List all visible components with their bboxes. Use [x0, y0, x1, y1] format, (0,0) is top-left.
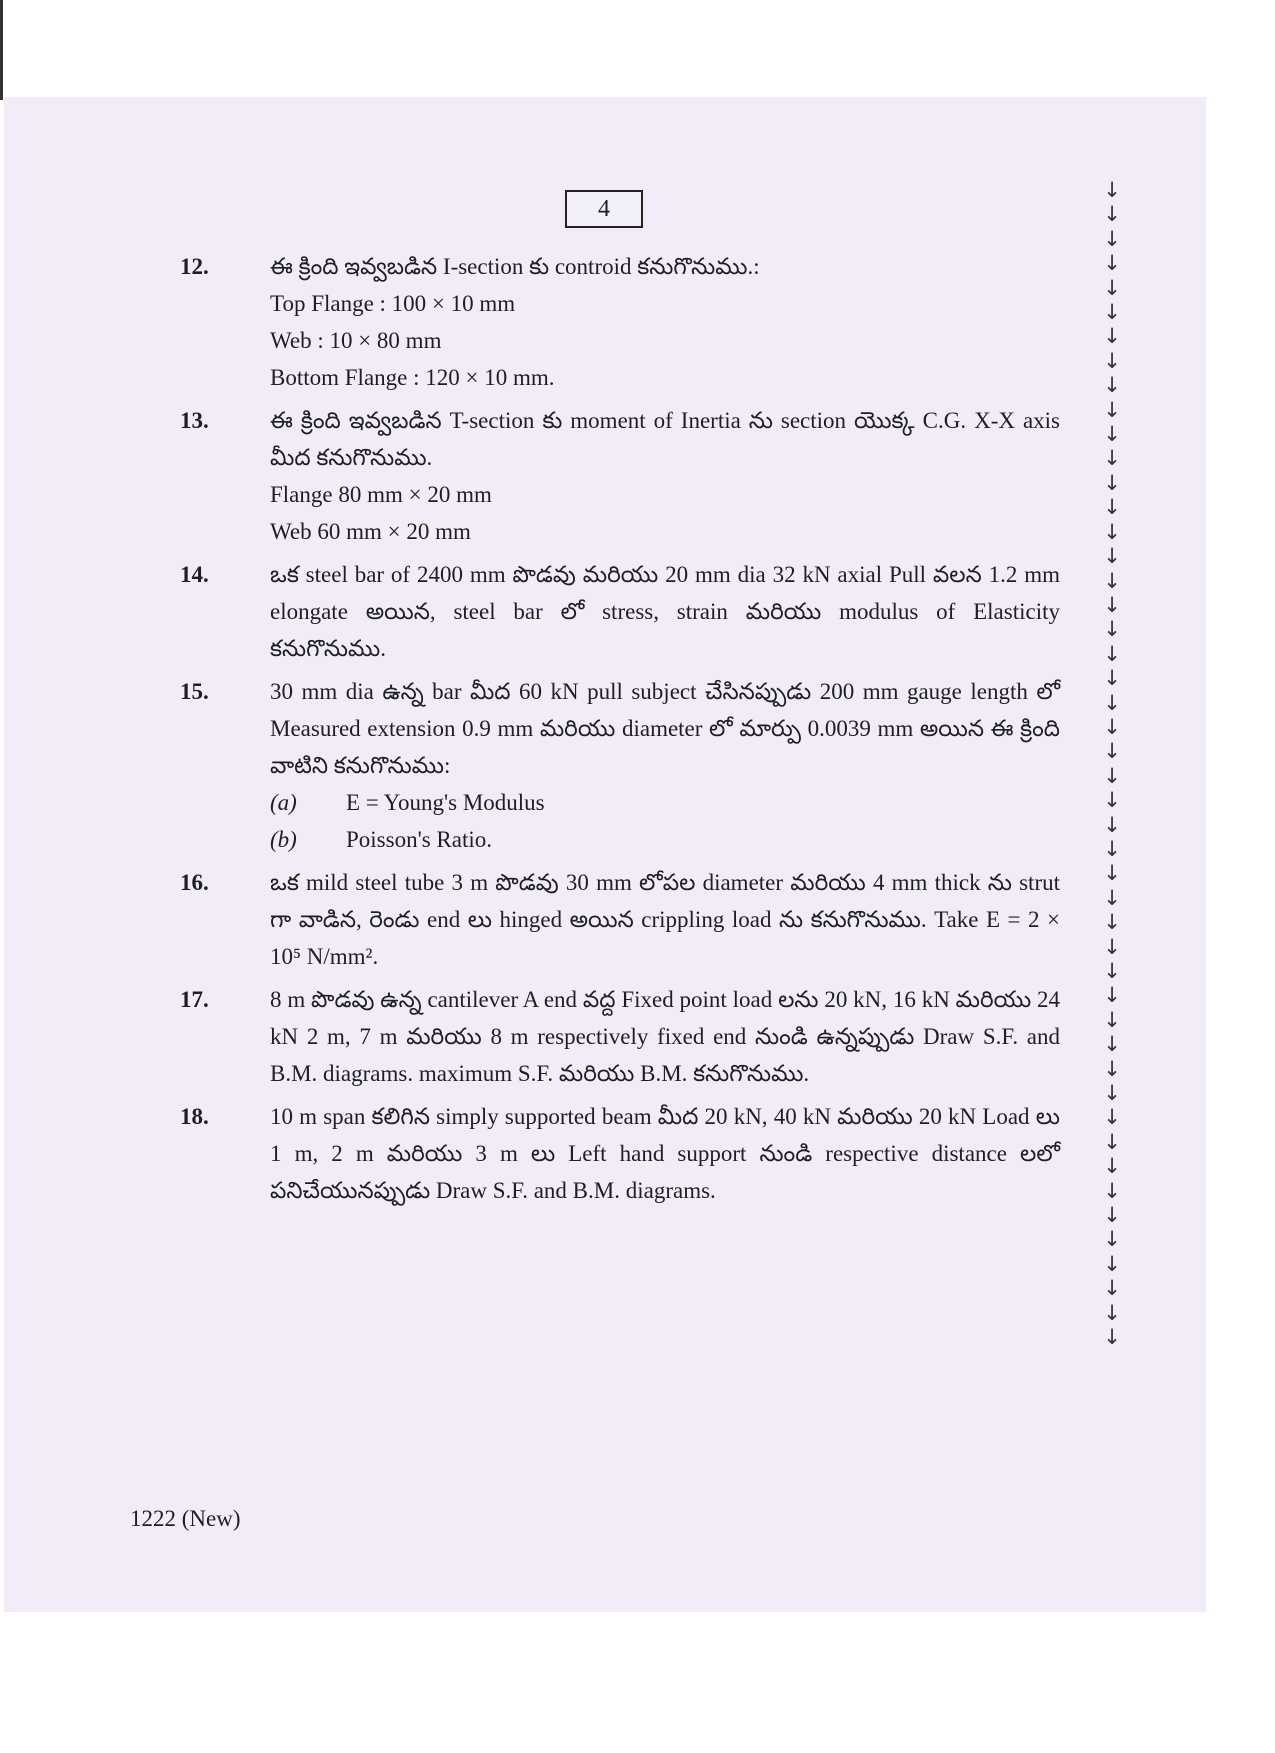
down-arrow-icon: ↓: [1103, 1227, 1121, 1252]
down-arrow-icon: ↓: [1103, 300, 1121, 325]
question-line: ఒక mild steel tube 3 m పొడవు 30 mm లోపల diameter మరియు 4 mm thick ను strut గా వాడిన, రెండు end లు hinged అయిన crippling load ను కనుగొనుము. Take E = 2 × 10⁵ N/mm².: [270, 870, 1060, 969]
question-body: [270, 1098, 1060, 1209]
question-body: [270, 673, 1060, 858]
question-number: 13.: [180, 408, 209, 433]
subpart-b: [270, 821, 1060, 858]
question-number: 17.: [180, 987, 209, 1012]
down-arrow-icon: ↓: [1103, 1325, 1121, 1350]
down-arrow-icon: ↓: [1103, 397, 1121, 422]
down-arrow-icon: ↓: [1103, 1105, 1121, 1130]
scan-edge-mark: [0, 0, 3, 100]
down-arrow-icon: ↓: [1103, 934, 1121, 959]
down-arrow-icon: ↓: [1103, 1056, 1121, 1081]
down-arrow-icon: ↓: [1103, 983, 1121, 1008]
question-line: Bottom Flange : 120 × 10 mm.: [270, 365, 555, 390]
down-arrow-icon: ↓: [1103, 959, 1121, 983]
down-arrow-icon: ↓: [1103, 470, 1121, 495]
down-arrow-icon: ↓: [1103, 495, 1121, 520]
question-12: [180, 248, 1060, 396]
question-body: [270, 864, 1060, 975]
question-line: ఈ క్రింది ఇవ్వబడిన T-section కు moment of Inertia ను section యొక్క C.G. X-X axis మీద కనుగొనుము.: [270, 408, 1060, 470]
paper-code: 1222 (New): [130, 1506, 241, 1531]
question-line: 30 mm dia ఉన్న bar మీద 60 kN pull subject చేసినప్పుడు 200 mm gauge length లో Measured extension 0.9 mm మరియు diameter లో మార్పు 0.0039 mm అయిన ఈ క్రింది వాటిని కనుగొనుము:: [270, 679, 1060, 778]
down-arrow-icon: ↓: [1103, 1032, 1121, 1057]
down-arrow-icon: ↓: [1103, 812, 1121, 837]
down-arrow-icon: ↓: [1103, 666, 1121, 691]
question-body: [270, 402, 1060, 550]
question-list: [180, 248, 1060, 1209]
question-line: Web : 10 × 80 mm: [270, 328, 442, 353]
question-line: ఈ క్రింది ఇవ్వబడిన I-section కు controid కనుగొనుము.:: [270, 254, 760, 279]
subpart-label: (b): [270, 827, 297, 852]
down-arrow-icon: ↓: [1103, 1178, 1121, 1203]
page-number: 4: [598, 196, 610, 222]
question-number: 15.: [180, 679, 209, 704]
down-arrow-icon: ↓: [1103, 1007, 1121, 1032]
down-arrow-icon: ↓: [1103, 544, 1121, 569]
question-line: Top Flange : 100 × 10 mm: [270, 291, 516, 316]
question-number: 18.: [180, 1104, 209, 1129]
question-body: [270, 981, 1060, 1092]
down-arrow-icon: ↓: [1103, 1129, 1121, 1154]
down-arrow-icon: ↓: [1103, 519, 1121, 544]
down-arrow-icon: ↓: [1103, 836, 1121, 861]
down-arrow-icon: ↓: [1103, 617, 1121, 642]
question-body: [270, 248, 1060, 396]
down-arrow-icon: ↓: [1103, 1276, 1121, 1301]
down-arrow-icon: ↓: [1103, 1251, 1121, 1276]
down-arrow-icon: ↓: [1103, 348, 1121, 373]
down-arrow-icon: ↓: [1103, 1081, 1121, 1106]
subpart-a: [270, 784, 1060, 821]
subpart-text: Poisson's Ratio.: [346, 827, 493, 852]
down-arrow-icon: ↓: [1103, 910, 1121, 935]
down-arrow-icon: ↓: [1103, 739, 1121, 764]
down-arrow-icon: ↓: [1103, 324, 1121, 349]
question-line: Flange 80 mm × 20 mm: [270, 482, 492, 507]
question-17: [180, 981, 1060, 1092]
down-arrow-icon: ↓: [1103, 226, 1121, 251]
down-arrow-icon: ↓: [1103, 690, 1121, 715]
down-arrow-icon: ↓: [1103, 788, 1121, 813]
down-arrow-icon: ↓: [1103, 373, 1121, 398]
down-arrow-icon: ↓: [1103, 1154, 1121, 1179]
question-line: 10 m span కలిగిన simply supported beam మీద 20 kN, 40 kN మరియు 20 kN Load లు 1 m, 2 m మరియు 3 m లు Left hand support నుండి respective distance లలో పనిచేయునప్పుడు Draw S.F. and B.M. diagrams.: [270, 1104, 1060, 1203]
question-14: [180, 556, 1060, 667]
question-number: 16.: [180, 870, 209, 895]
question-16: [180, 864, 1060, 975]
down-arrow-icon: ↓: [1103, 202, 1121, 227]
down-arrow-icon: ↓: [1103, 422, 1121, 447]
down-arrow-icon: ↓: [1103, 885, 1121, 910]
question-number: 14.: [180, 562, 209, 587]
question-line: ఒక steel bar of 2400 mm పొడవు మరియు 20 mm dia 32 kN axial Pull వలన 1.2 mm elongate అయిన, steel bar లో stress, strain మరియు modulus of Elasticity కనుగొనుము.: [270, 562, 1060, 661]
down-arrow-column: [1100, 178, 1124, 1350]
down-arrow-icon: ↓: [1103, 568, 1121, 593]
subpart-text: E = Young's Modulus: [346, 790, 545, 815]
down-arrow-icon: ↓: [1103, 1203, 1121, 1228]
question-line: 8 m పొడవు ఉన్న cantilever A end వద్ద Fixed point load లను 20 kN, 16 kN మరియు 24 kN 2 m, 7 m మరియు 8 m respectively fixed end నుండి ఉన్నప్పుడు Draw S.F. and B.M. diagrams. maximum S.F. మరియు B.M. కనుగొనుము.: [270, 987, 1060, 1086]
down-arrow-icon: ↓: [1103, 714, 1121, 739]
question-15: [180, 673, 1060, 858]
question-body: [270, 556, 1060, 667]
down-arrow-icon: ↓: [1103, 275, 1121, 300]
down-arrow-icon: ↓: [1103, 861, 1121, 886]
down-arrow-icon: ↓: [1103, 592, 1121, 617]
question-number: 12.: [180, 254, 209, 279]
down-arrow-icon: ↓: [1103, 641, 1121, 666]
page-number-box: [565, 190, 643, 228]
down-arrow-icon: ↓: [1103, 763, 1121, 788]
down-arrow-icon: ↓: [1103, 446, 1121, 471]
down-arrow-icon: ↓: [1103, 251, 1121, 276]
down-arrow-icon: ↓: [1103, 178, 1121, 202]
question-line: Web 60 mm × 20 mm: [270, 519, 471, 544]
subpart-label: (a): [270, 790, 297, 815]
down-arrow-icon: ↓: [1103, 1300, 1121, 1325]
question-13: [180, 402, 1060, 550]
question-18: [180, 1098, 1060, 1209]
